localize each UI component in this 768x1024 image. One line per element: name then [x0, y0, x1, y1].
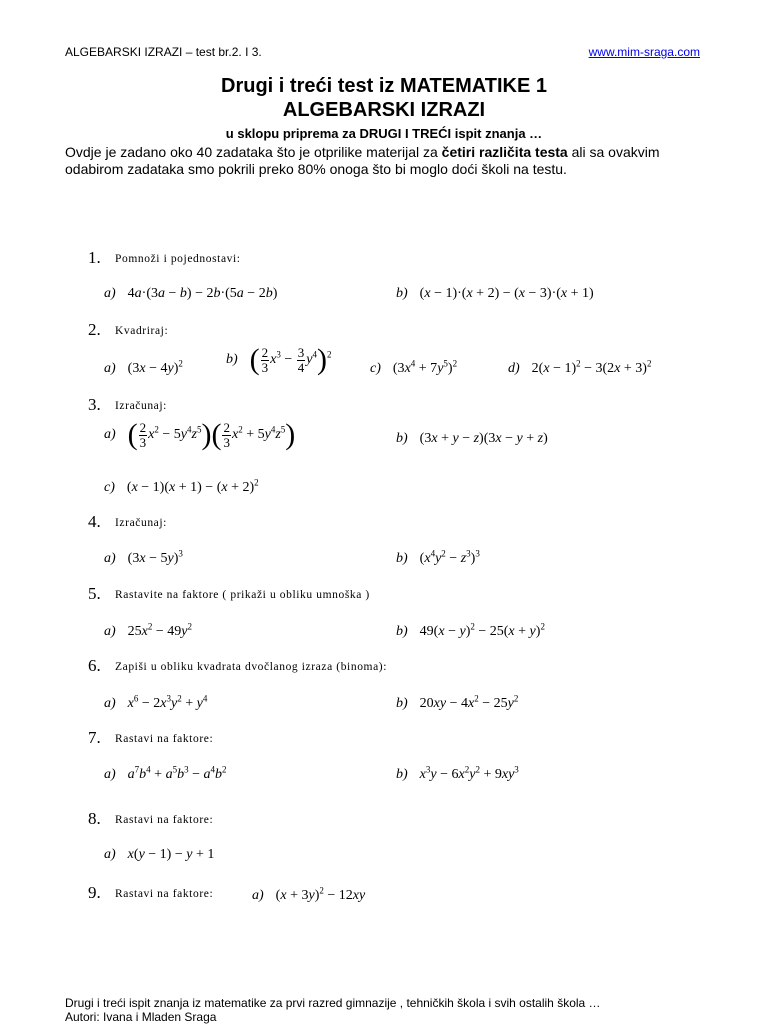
problem-6b: b) $20xy - 4x^2 - 25y^2$ [396, 693, 519, 711]
problem-instruction: Rastavi na faktore: [115, 733, 214, 745]
page-title: Drugi i treći test iz MATEMATIKE 1 [221, 75, 547, 97]
problem-instruction: Rastavite na faktore ( prikaži u obliku umnoška ) [115, 589, 370, 601]
problem-instruction: Zapiši u obliku kvadrata dvočlanog izraza (binoma): [115, 661, 388, 673]
website-link[interactable]: www.mim-sraga.com [588, 45, 700, 59]
problem-4b: b) $(x^4y^2 - z^3)^3$ [396, 548, 480, 566]
problem-number: 2. [88, 320, 101, 339]
problem-5a: a) $25x^2 - 49y^2$ [104, 621, 193, 639]
problem-number: 7. [88, 728, 101, 747]
problem-7b: b) $x^3y - 6x^2y^2 + 9xy^3$ [396, 764, 519, 782]
problem-number: 1. [88, 248, 101, 267]
problem-3b: b) (3x + y − z)(3x − y + z) [396, 431, 548, 446]
problem-2c: c) $(3x^4 + 7y^5)^2$ [370, 358, 458, 376]
problem-number: 4. [88, 512, 101, 531]
problem-instruction: Pomnoži i pojednostavi: [115, 253, 241, 265]
problem-8a: a) x(y − 1) − y + 1 [104, 847, 215, 862]
problem-2b: b) ( $\frac{2}{3}$ $x^3$ − $\frac{3}{4}$ $y^4)^2$ [226, 343, 332, 376]
problem-number: 8. [88, 809, 101, 828]
page-footer [65, 996, 601, 1024]
problem-5b: b) $49(x - y)^2 - 25(x + y)^2$ [396, 621, 545, 639]
problem-3c: c) $(x - 1)(x + 1) - (x + 2)^2$ [104, 477, 259, 495]
problem-2d: d) $2(x - 1)^2 - 3(2x + 3)^2$ [508, 358, 652, 376]
problem-number: 5. [88, 584, 101, 603]
problem-2a: a) $(3x - 4y)^2$ [104, 358, 183, 376]
intro-paragraph: Ovdje je zadano oko 40 zadataka što je otprilike materijal za četiri različita testa ali sa ovakvim odabirom zadataka smo pokrili preko 80% onoga što bi moglo doći školi na testu. [65, 144, 660, 177]
problem-instruction: Rastavi na faktore: [115, 888, 214, 900]
problem-number: 6. [88, 656, 101, 675]
problem-4a: a) $(3x - 5y)^3$ [104, 548, 183, 566]
problem-7a: a) $a^7b^4 + a^5b^3 - a^4b^2$ [104, 764, 227, 782]
problem-9a: a) $(x + 3y)^2 - 12xy$ [252, 885, 366, 903]
page-subtitle: ALGEBARSKI IZRAZI [282, 99, 486, 121]
footer-line: Drugi i treći ispit znanja iz matematike za prvi razred gimnazije , tehničkih škola i svih ostalih škola … [65, 996, 601, 1010]
problem-number: 9. [88, 883, 101, 902]
footer-authors: Autori: Ivana i Mladen Sraga [65, 1010, 217, 1024]
problem-instruction: Izračunaj: [115, 517, 167, 529]
problem-1b: b) (x − 1)·(x + 2) − (x − 3)·(x + 1) [396, 286, 594, 301]
page-tagline: u sklopu priprema za DRUGI I TREĆI ispit znanja … [225, 126, 543, 141]
problem-instruction: Izračunaj: [115, 400, 167, 412]
problem-3a: a) ( $\frac{2}{3}$ $x^2 - 5y^4z^5$)( $\frac{2}{3}$ $x^2 + 5y^4z^5$) [104, 418, 296, 451]
problem-instruction: Kvadriraj: [115, 325, 169, 337]
header-title: ALGEBARSKI IZRAZI – test br.2. I 3. [65, 45, 262, 59]
problem-1a: a) 4a·(3a − b) − 2b·(5a − 2b) [104, 286, 278, 301]
problem-number: 3. [88, 395, 101, 414]
problem-instruction: Rastavi na faktore: [115, 814, 214, 826]
problem-6a: a) $x^6 - 2x^3y^2 + y^4$ [104, 693, 208, 711]
